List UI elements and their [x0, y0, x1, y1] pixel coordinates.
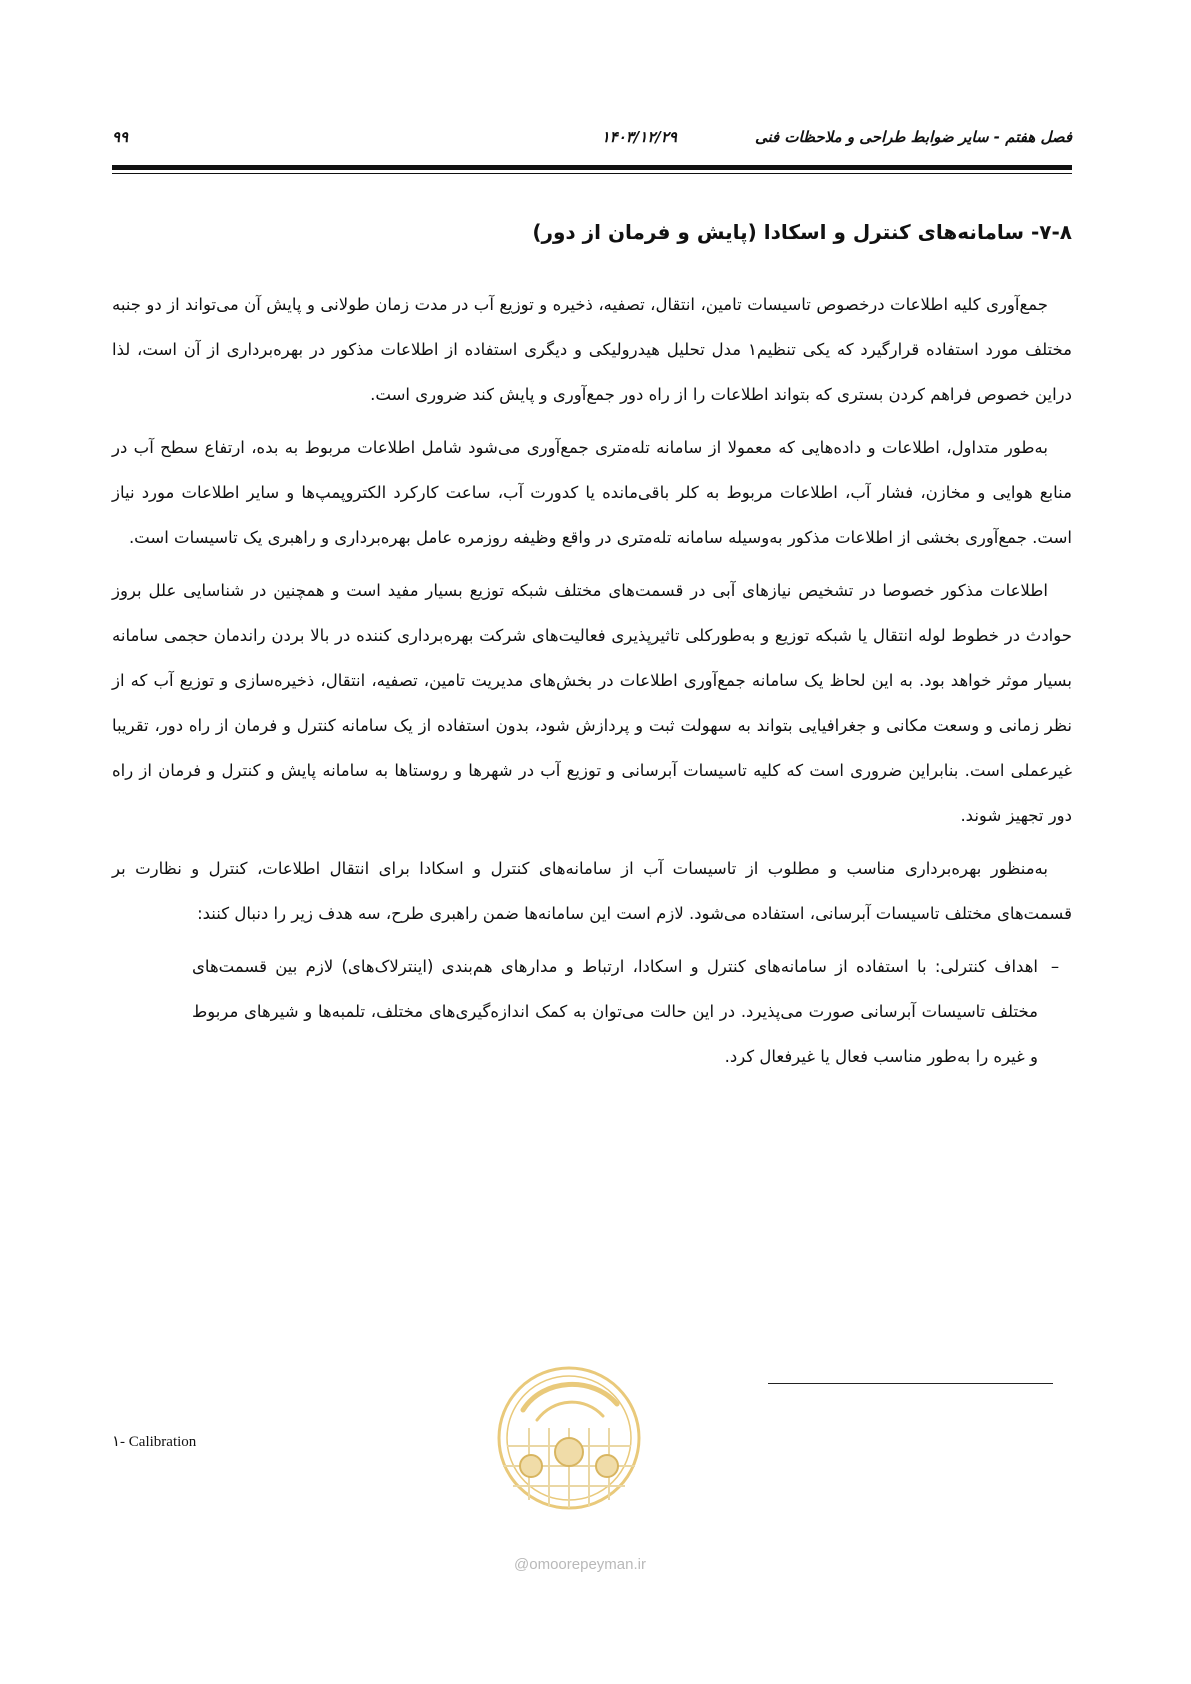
- paragraph-3: اطلاعات مذکور خصوصا در تشخیص نیازهای آبی در قسمت‌های مختلف شبکه توزیع بسیار مفید است و همچنین در شناسایی علل بروز حوادث در خطوط لوله انتقال یا شبکه توزیع و به‌طورکلی تاثیرپذیری فعالیت‌های شرکت بهره‌برداری کننده در بالا بردن راندمان حجمی سامانه بسیار موثر خواهد بود. به این لحاظ یک سامانه جمع‌آوری اطلاعات در بخش‌های مدیریت تامین، تصفیه، انتقال، ذخیره‌سازی و توزیع آب که از نظر زمانی و وسعت مکانی و جغرافیایی بتواند به سهولت ثبت و پردازش شود، بدون استفاده از یک سامانه کنترل و فرمان از راه دور، تقریبا غیرعملی است. بنابراین ضروری است که کلیه تاسیسات آبرسانی و توزیع آب در شهرها و روستاها به سامانه پایش و کنترل و فرمان از راه دور تجهیز شوند.: [112, 581, 1072, 825]
- footnote-rule: [768, 1383, 1053, 1384]
- header-date: ۱۴۰۳/۱۲/۲۹: [601, 128, 677, 146]
- bullet-item: [112, 944, 1072, 1079]
- footnote: ۱- Calibration: [112, 1434, 197, 1450]
- watermark-logo: [493, 1358, 645, 1546]
- chapter-title: فصل هفتم - سایر ضوابط طراحی و ملاحظات فنی: [754, 128, 1072, 146]
- paragraph-1: جمع‌آوری کلیه اطلاعات درخصوص تاسیسات تامین، انتقال، تصفیه، ذخیره و توزیع آب در مدت زمان طولانی و پایش آن می‌تواند از دو جنبه مختلف مورد استفاده قرارگیرد که یکی تنظیم۱ مدل تحلیل هیدرولیکی و دیگری استفاده از اطلاعات مذکور در بهره‌برداری از آن است، لذا دراین خصوص فراهم کردن بستری که بتواند اطلاعات را از راه دور جمع‌آوری و پایش کند ضروری است.: [112, 295, 1072, 404]
- watermark-caption: @omoorepeyman.ir: [514, 1556, 646, 1573]
- body-text: [112, 282, 1072, 1079]
- section-title: ۷-۸- سامانه‌های کنترل و اسکادا (پایش و فرمان از دور): [532, 220, 1072, 244]
- header-rule-thin: [112, 173, 1072, 174]
- bullet-text: اهداف کنترلی: با استفاده از سامانه‌های کنترل و اسکادا، ارتباط و مدارهای هم‌بندی (اینترلاک‌های) لازم بین قسمت‌های مختلف تاسیسات آبرسانی صورت می‌پذیرد. در این حالت می‌توان به کمک اندازه‌گیری‌های مختلف، تلمبه‌ها و شیرهای مربوط و غیره را به‌طور مناسب فعال یا غیرفعال کرد.: [192, 957, 1038, 1066]
- bullet-dash: –: [1050, 957, 1060, 976]
- header-rule-thick: [112, 165, 1072, 170]
- page-number: ۹۹: [112, 128, 129, 146]
- paragraph-4: به‌منظور بهره‌برداری مناسب و مطلوب از تاسیسات آب از سامانه‌های کنترل و اسکادا برای انتقال اطلاعات، کنترل و نظارت بر قسمت‌های مختلف تاسیسات آبرسانی، استفاده می‌شود. لازم است این سامانه‌ها ضمن راهبری طرح، سه هدف زیر را دنبال کنند:: [112, 859, 1072, 923]
- paragraph-2: به‌طور متداول، اطلاعات و داده‌هایی که معمولا از سامانه تله‌متری جمع‌آوری می‌شود شامل اطلاعات مربوط به بده، ارتفاع سطح آب در منابع هوایی و مخازن، فشار آب، اطلاعات مربوط به کلر باقی‌مانده یا کدورت آب، ساعت کارکرد الکتروپمپ‌ها و سایر اطلاعات مورد نیاز است. جمع‌آوری بخشی از اطلاعات مذکور به‌وسیله سامانه تله‌متری در واقع وظیفه روزمره عامل بهره‌برداری و راهبری یک تاسیسات است.: [112, 438, 1072, 547]
- page-header: [112, 128, 1072, 158]
